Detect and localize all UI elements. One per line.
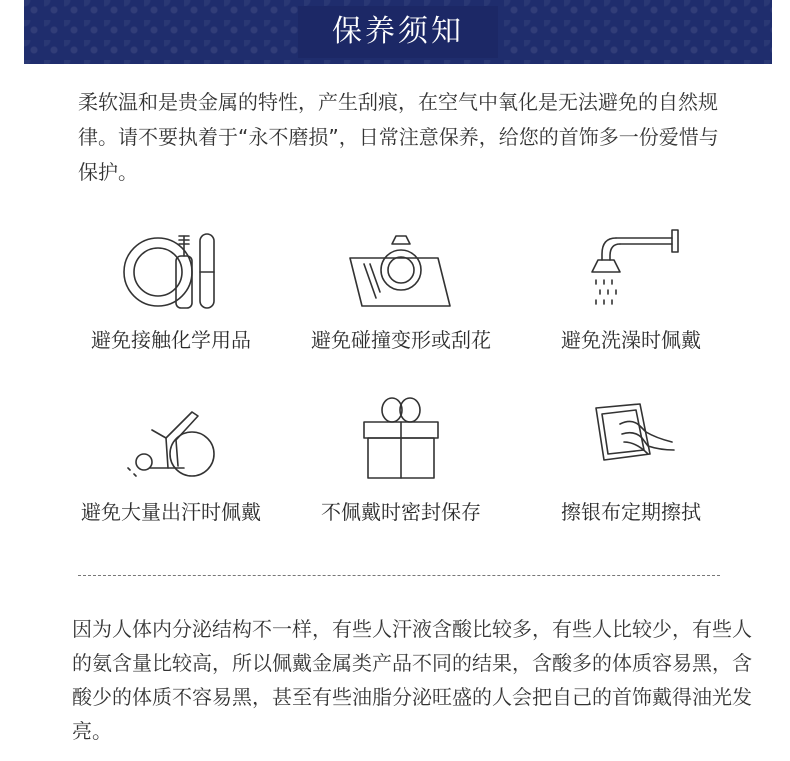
- tip-item-sweat: [56, 394, 286, 544]
- intro-paragraph: 柔软温和是贵金属的特性，产生刮痕，在空气中氧化是无法避免的自然规律。请不要执着于“永不磨损”，日常注意保养，给您的首饰多一份爱惜与保护。: [78, 90, 719, 184]
- page-title: 保养须知: [298, 6, 498, 58]
- tip-item-collision: [286, 222, 516, 372]
- tip-label: 避免洗澡时佩戴: [561, 328, 701, 352]
- section-divider: [78, 575, 720, 576]
- polishing-cloth-icon: [576, 394, 686, 484]
- tip-label: 避免接触化学用品: [91, 328, 251, 352]
- tip-label: 不佩戴时密封保存: [321, 500, 481, 524]
- tip-item-storage: [286, 394, 516, 544]
- body-paragraph: 因为人体内分泌结构不一样，有些人汗液含酸比较多，有些人比较少，有些人的氨含量比较高，所以佩戴金属类产品不同的结果，含酸多的体质容易黑，含酸少的体质不容易黑，甚至有些油脂分泌旺盛的人会把自己的首饰戴得油光发亮。: [72, 617, 752, 743]
- cosmetics-icon: [116, 222, 226, 312]
- exercise-icon: [116, 394, 226, 484]
- header-banner: [24, 0, 772, 64]
- shower-icon: [576, 222, 686, 312]
- tip-item-shower: [516, 222, 746, 372]
- tip-label: 避免大量出汗时佩戴: [81, 500, 261, 524]
- ring-on-glass-icon: [346, 222, 456, 312]
- tip-item-cloth: [516, 394, 746, 544]
- tip-label: 擦银布定期擦拭: [561, 500, 701, 524]
- tip-label: 避免碰撞变形或刮花: [311, 328, 491, 352]
- tip-item-chemicals: [56, 222, 286, 372]
- gift-box-icon: [346, 394, 456, 484]
